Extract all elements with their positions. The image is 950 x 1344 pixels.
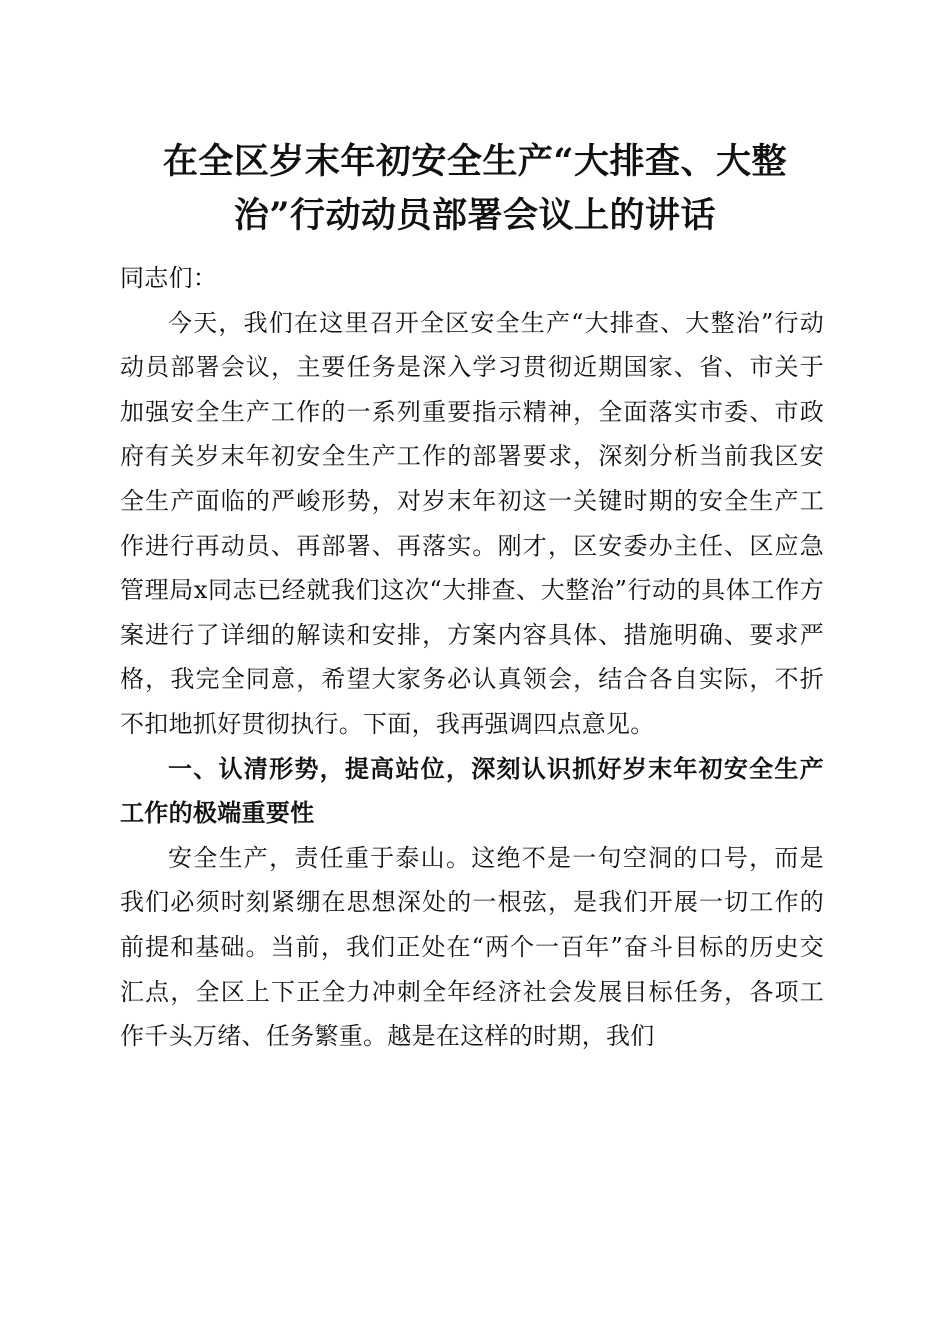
document-title [100, 135, 850, 243]
document-body [120, 256, 824, 1059]
paragraph-section-1: 安全生产，责任重于泰山。这绝不是一句空洞的口号，而是我们必须时刻紧绷在思想深处的一根弦，是我们开展一切工作的前提和基础。当前，我们正处在“两个一百年”奋斗目标的历史交汇点，全区上下正全力冲刺全年经济社会发展目标任务，各项工作千头万绪、任务繁重。越是在这样的时期，我们 [120, 843, 824, 1051]
title-line-1: 在全区岁末年初安全生产“大排查、大整 [162, 141, 788, 182]
paragraph-opening: 今天，我们在这里召开全区安全生产“大排查、大整治”行动动员部署会议，主要任务是深入学习贯彻近期国家、省、市关于加强安全生产工作的一系列重要指示精神，全面落实市委、市政府有关岁末年初安全生产工作的部署要求，深刻分析当前我区安全生产面临的严峻形势，对岁末年初这一关键时期的安全生产工作进行再动员、再部署、再落实。刚才，区安委办主任、区应急管理局x同志已经就我们这次“大排查、大整治”行动的具体工作方案进行了详细的解读和安排，方案内容具体、措施明确、要求严格，我完全同意，希望大家务必认真领会，结合各自实际，不折不扣地抓好贯彻执行。下面，我再强调四点意见。 [120, 308, 824, 738]
title-line-2: 治”行动动员部署会议上的讲话 [233, 195, 717, 236]
salutation: 同志们： [120, 264, 218, 292]
section-heading-1: 一、认清形势，提高站位，深刻认识抓好岁末年初安全生产工作的极端重要性 [120, 754, 824, 828]
